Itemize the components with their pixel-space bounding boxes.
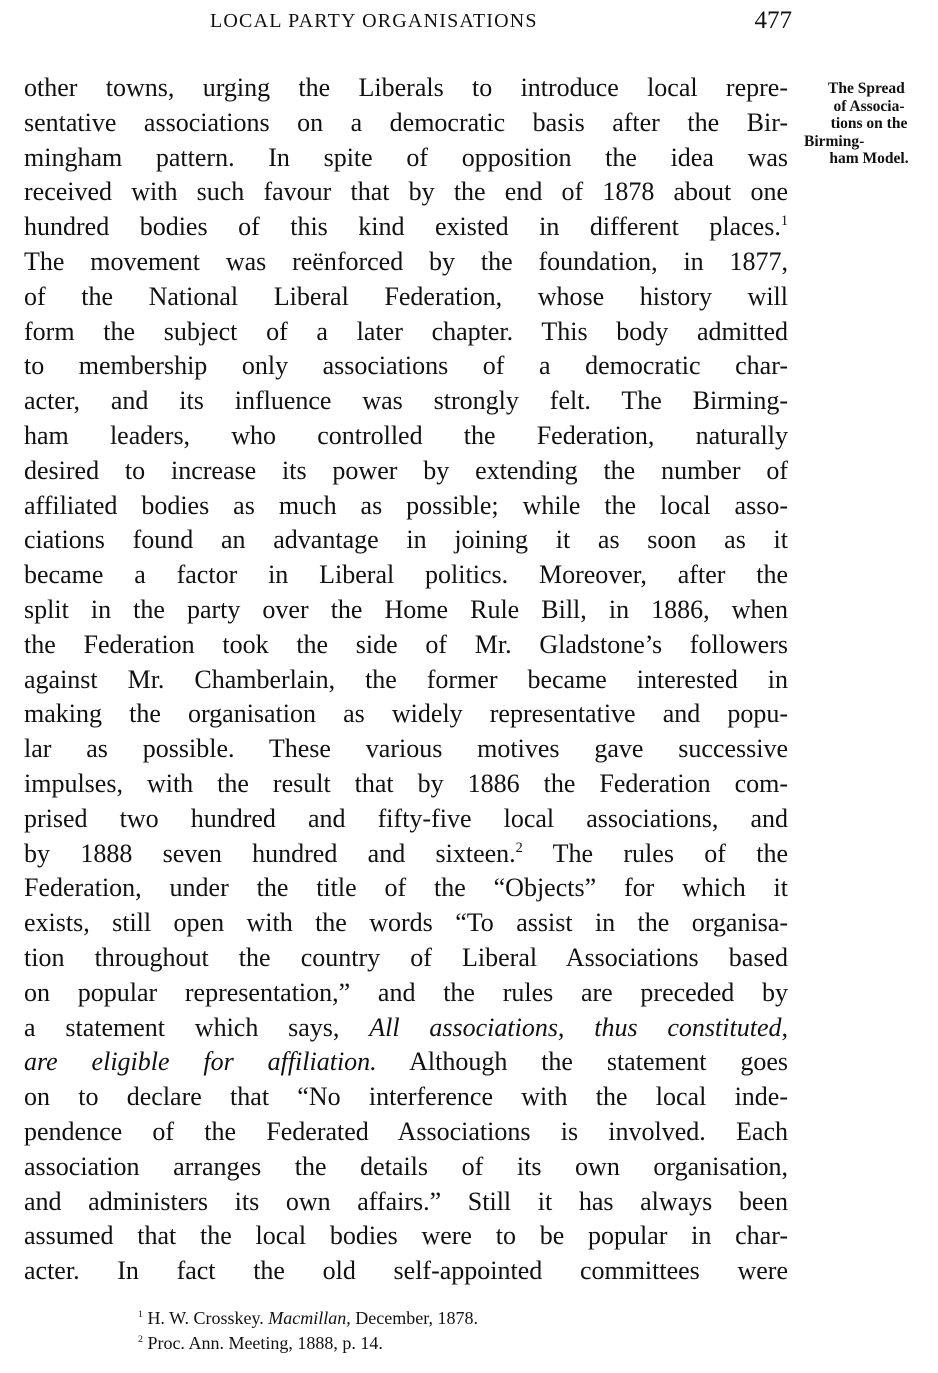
marginal-note-line: ham Model. <box>829 150 909 167</box>
text-segment: acter. In fact the old self-appointed committees were <box>24 1256 788 1286</box>
text-segment: ham leaders, who controlled the Federation, naturally <box>24 420 788 450</box>
body-line <box>24 349 788 384</box>
marginal-note-line: of Associa- <box>833 97 905 115</box>
italic-text: are eligible for affiliation. <box>24 1047 377 1077</box>
text-segment: received with such favour that by the end of 1878 about one <box>24 177 788 207</box>
text-segment: and administers its own affairs.” Still it has always been <box>24 1186 788 1216</box>
footnote-marker: 2 <box>515 839 523 856</box>
text-segment: became a factor in Liberal politics. Moreover, after the <box>24 560 788 590</box>
text-segment: on to declare that “No interference with the local inde- <box>24 1082 788 1112</box>
text-segment: mingham pattern. In spite of opposition the idea was <box>24 142 788 172</box>
text-segment: hundred bodies of this kind existed in different places. <box>24 212 781 242</box>
text-segment: affiliated bodies as much as possible; while the local asso- <box>24 490 788 520</box>
body-line <box>24 106 788 141</box>
body-line <box>24 802 788 837</box>
text-segment: ciations found an advantage in joining it as soon as it <box>24 525 788 555</box>
text-segment: exists, still open with the words “To assist in the organisa- <box>24 908 788 938</box>
body-line <box>24 210 788 245</box>
body-line <box>24 1045 788 1080</box>
body-line <box>24 628 788 663</box>
running-head-title: LOCAL PARTY ORGANISATIONS <box>210 10 538 32</box>
body-line <box>24 315 788 350</box>
footnote-marker: 1 <box>780 213 788 230</box>
body-line <box>24 871 788 906</box>
body-line <box>24 906 788 941</box>
body-line <box>24 837 788 872</box>
body-line <box>24 941 788 976</box>
page-number: 477 <box>754 7 792 34</box>
text-segment: pendence of the Federated Associations is involved. Each <box>24 1116 788 1146</box>
text-segment: on popular representation,” and the rules are preceded by <box>24 977 788 1007</box>
text-segment: Federation, under the title of the “Objects” for which it <box>24 873 788 903</box>
footnote <box>138 1331 478 1356</box>
text-segment: to membership only associations of a democratic char- <box>24 351 788 381</box>
body-line <box>24 1011 788 1046</box>
body-line <box>24 767 788 802</box>
text-segment: by 1888 seven hundred and sixteen. <box>24 838 516 868</box>
body-line <box>24 141 788 176</box>
body-line <box>24 175 788 210</box>
body-line <box>24 245 788 280</box>
italic-text: All associations, thus constituted, <box>369 1012 788 1042</box>
text-segment: against Mr. Chamberlain, the former became interested in <box>24 664 788 694</box>
body-line <box>24 454 788 489</box>
text-segment: a statement which says, <box>24 1012 370 1042</box>
body-line <box>24 280 788 315</box>
text-segment: H. W. Crosskey. <box>142 1308 269 1328</box>
marginal-note-line: tions on the <box>830 115 908 132</box>
marginal-note-line: Birming- <box>804 132 865 150</box>
text-segment: lar as possible. These various motives gave successive <box>24 734 788 764</box>
body-line <box>24 1115 788 1150</box>
marginal-note <box>804 80 934 168</box>
text-segment: making the organisation as widely representative and popu- <box>24 699 788 729</box>
text-segment: impulses, with the result that by 1886 the Federation com- <box>24 768 788 798</box>
body-line <box>24 976 788 1011</box>
body-line <box>24 71 788 106</box>
text-segment: Although the statement goes <box>376 1047 789 1077</box>
text-segment: form the subject of a later chapter. This body admitted <box>24 316 788 346</box>
body-line <box>24 1150 788 1185</box>
text-segment: Proc. Ann. Meeting, 1888, p. 14. <box>142 1333 383 1353</box>
text-segment: of the National Liberal Federation, whose history will <box>24 281 788 311</box>
footnotes <box>138 1306 478 1356</box>
body-text <box>24 71 788 1289</box>
body-line <box>24 1254 788 1289</box>
body-line <box>24 523 788 558</box>
marginal-note-line: The Spread <box>828 80 905 97</box>
footnote-marker: 2 <box>138 1334 143 1346</box>
body-line <box>24 384 788 419</box>
text-segment: split in the party over the Home Rule Bill, in 1886, when <box>24 594 788 624</box>
body-line <box>24 558 788 593</box>
body-line <box>24 1185 788 1220</box>
text-segment: acter, and its influence was strongly felt. The Birming- <box>24 386 788 416</box>
text-segment: prised two hundred and fifty-five local associations, and <box>24 803 788 833</box>
text-segment: association arranges the details of its own organisation, <box>24 1151 788 1181</box>
text-segment: The movement was reënforced by the foundation, in 1877, <box>24 246 788 276</box>
text-segment: sentative associations on a democratic basis after the Bir- <box>24 107 788 137</box>
text-segment: December, 1878. <box>350 1308 479 1328</box>
text-segment: desired to increase its power by extending the number of <box>24 455 788 485</box>
italic-text: Macmillan, <box>268 1308 351 1328</box>
body-line <box>24 489 788 524</box>
body-line <box>24 732 788 767</box>
body-line <box>24 697 788 732</box>
body-line <box>24 663 788 698</box>
text-segment: The rules of the <box>522 838 788 868</box>
body-line <box>24 593 788 628</box>
footnote <box>138 1306 478 1331</box>
footnote-marker: 1 <box>138 1309 143 1321</box>
text-segment: other towns, urging the Liberals to introduce local repre- <box>24 73 788 102</box>
text-segment: the Federation took the side of Mr. Gladstone’s followers <box>24 629 788 659</box>
body-line <box>24 1080 788 1115</box>
running-head <box>24 8 792 38</box>
text-segment: assumed that the local bodies were to be popular in char- <box>24 1221 788 1251</box>
body-line <box>24 419 788 454</box>
body-line <box>24 1219 788 1254</box>
text-segment: tion throughout the country of Liberal Associations based <box>24 942 788 972</box>
